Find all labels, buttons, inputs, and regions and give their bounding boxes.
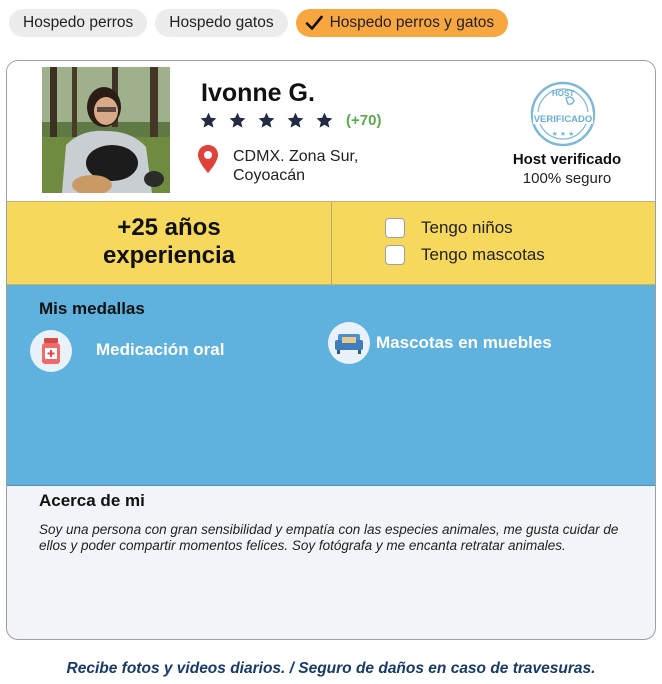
medals-title: Mis medallas: [39, 299, 145, 318]
checkmark-icon: [304, 13, 324, 33]
checkbox-tengo-ninos[interactable]: [385, 218, 513, 238]
location-line: CDMX. Zona Sur,: [233, 148, 359, 165]
experience-line: +25 años: [117, 214, 221, 241]
review-count[interactable]: (+70): [346, 112, 382, 129]
tab-hospedo-perros-y-gatos[interactable]: [296, 9, 509, 37]
checkbox-label: Tengo niños: [421, 218, 513, 237]
tab-label: Hospedo gatos: [169, 14, 274, 31]
verified-subtitle: 100% seguro: [522, 170, 612, 187]
medal-label: Mascotas en muebles: [376, 333, 552, 352]
star-icon: [286, 111, 305, 130]
location-pin-icon: [197, 144, 219, 174]
stamp-mid-text: VERIFICADO: [533, 114, 593, 125]
experience-band: [7, 201, 655, 285]
star-icon: [199, 111, 218, 130]
svg-text:★ ★ ★: ★ ★ ★: [551, 131, 575, 138]
tab-label: Hospedo perros y gatos: [329, 14, 495, 31]
verified-host-stamp-icon: [528, 81, 598, 147]
sofa-icon: [328, 322, 370, 364]
checkbox-tengo-mascotas[interactable]: [385, 245, 545, 265]
medals-section: [7, 285, 655, 486]
checkbox-label: Tengo mascotas: [421, 245, 545, 264]
tab-hospedo-gatos[interactable]: [155, 9, 287, 37]
checkbox-box[interactable]: [385, 218, 405, 238]
star-icon: [315, 111, 334, 130]
host-profile-card: [6, 60, 656, 640]
verified-title: Host verificado: [512, 151, 622, 168]
footer-tagline: Recibe fotos y videos diarios. / Seguro de daños en caso de travesuras.: [66, 660, 596, 677]
profile-photo[interactable]: [42, 67, 170, 193]
tab-hospedo-perros[interactable]: [9, 9, 147, 37]
filter-tabs: [9, 9, 508, 37]
host-location: [233, 147, 403, 185]
about-text: Soy una persona con gran sensibilidad y empatía con las especies animales, me gusta cuidar de ellos y poder compartir momentos felices. Soy fotógrafa y me encanta retratar animales.: [39, 522, 619, 553]
profile-header: [7, 61, 655, 201]
host-name: Ivonne G.: [201, 79, 315, 107]
star-icon: [228, 111, 247, 130]
location-line: Coyoacán: [233, 167, 306, 184]
tab-label: Hospedo perros: [23, 14, 134, 31]
medal-label: Medicación oral: [96, 340, 225, 359]
medicine-bottle-icon: [30, 330, 72, 372]
star-icon: [257, 111, 276, 130]
experience-text: [7, 214, 331, 270]
experience-line: experiencia: [102, 242, 236, 269]
about-title: Acerca de mi: [39, 491, 145, 510]
band-divider: [331, 202, 332, 284]
checkbox-box[interactable]: [385, 245, 405, 265]
star-rating: [199, 111, 381, 130]
stamp-top-text: HOST: [552, 89, 575, 98]
